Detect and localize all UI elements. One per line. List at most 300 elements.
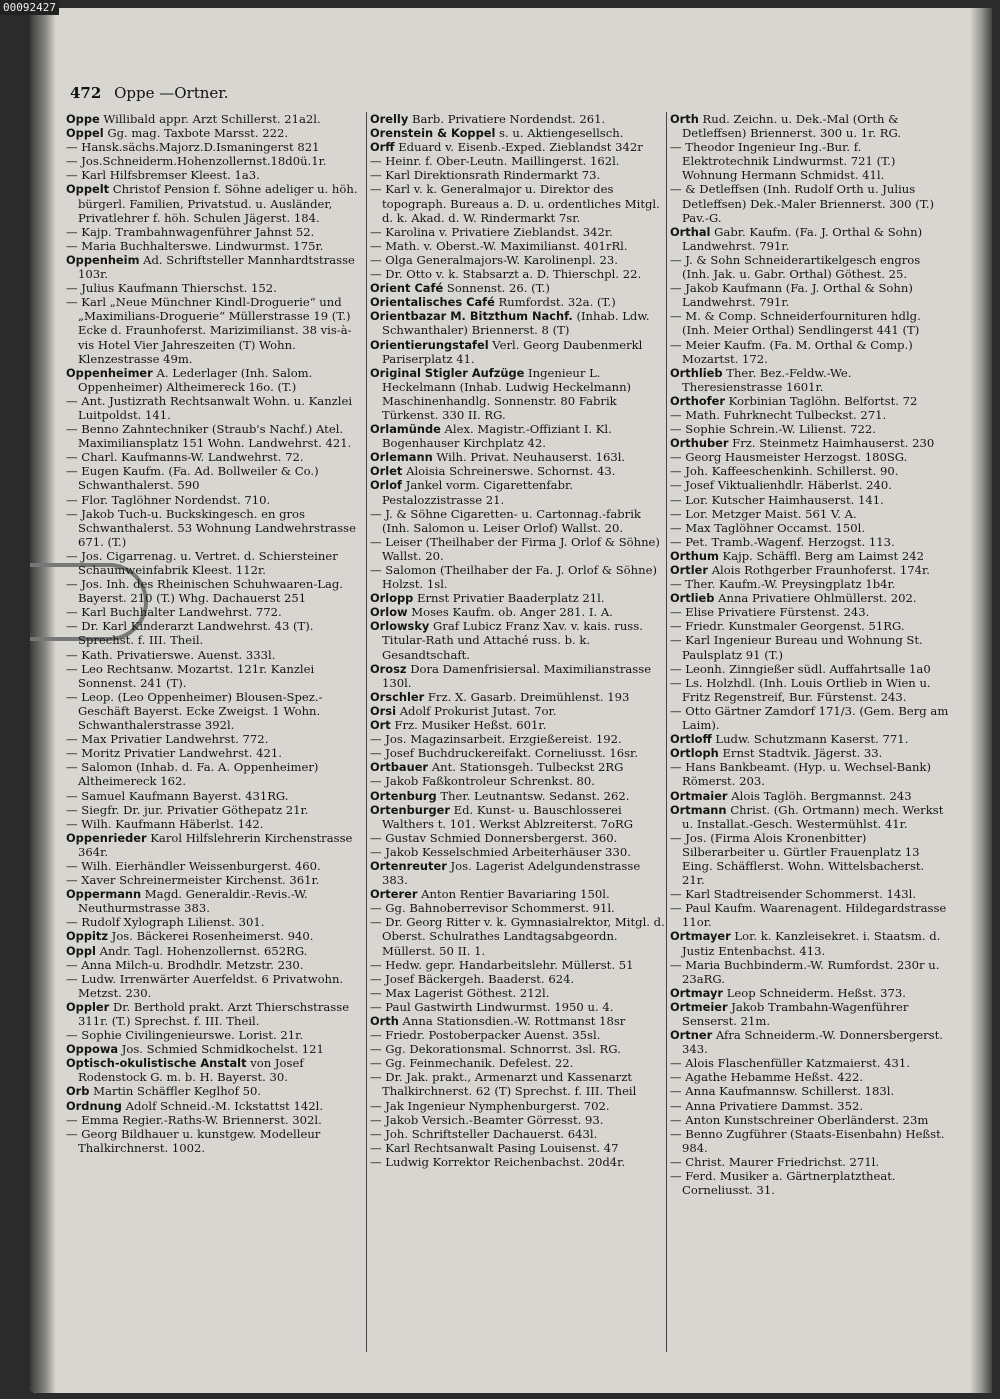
entry-text: Ernst Stadtvik. Jägerst. 33. bbox=[722, 746, 883, 761]
entry-text: Jos. Bäckerei Rosenheimerst. 940. bbox=[111, 929, 314, 944]
directory-entry bbox=[66, 915, 366, 929]
entry-text: — Jos. Inh. des Rheinischen Schuhwaaren-Lag. Bayerst. 210 (T.) Whg. Dachauerst 251 bbox=[66, 577, 343, 606]
directory-entry bbox=[66, 732, 366, 746]
directory-entry bbox=[370, 225, 666, 239]
entry-surname: Ortlieb bbox=[670, 591, 715, 606]
directory-entry bbox=[66, 929, 366, 943]
entry-text: — Ant. Justizrath Rechtsanwalt Wohn. u. Kanzlei Luitpoldst. 141. bbox=[66, 393, 353, 422]
entry-text: Jankel vorm. Cigarettenfabr. Pestalozzistrasse 21. bbox=[382, 478, 573, 507]
entry-surname: Orthal bbox=[670, 224, 711, 239]
directory-entry bbox=[670, 577, 950, 591]
directory-entry bbox=[370, 366, 666, 422]
entry-text: — Jos. Cigarrenag. u. Vertret. d. Schiersteiner Schaumweinfabrik Kleest. 112r. bbox=[66, 548, 338, 577]
entry-text: — Moritz Privatier Landwehrst. 421. bbox=[66, 746, 282, 761]
directory-entry bbox=[370, 1099, 666, 1113]
directory-entry bbox=[370, 1028, 666, 1042]
directory-entry bbox=[66, 662, 366, 690]
directory-entry bbox=[670, 408, 950, 422]
directory-entry bbox=[670, 986, 950, 1000]
entry-text: Rumfordst. 32a. (T.) bbox=[498, 295, 616, 310]
entry-text: — Karl v. k. Generalmajor u. Direktor des topograph. Bureaus a. D. u. ordentliches Mitgl. d. k. Akad. d. W. Rindermarkt 7sr. bbox=[370, 182, 660, 225]
directory-entry bbox=[370, 450, 666, 464]
entry-text: — J. & Söhne Cigaretten- u. Cartonnag.-fabrik (Inh. Salomon u. Leiser Orlof) Wallst. 20. bbox=[370, 506, 641, 535]
entry-surname: Oppowa bbox=[66, 1042, 119, 1057]
directory-entry bbox=[370, 774, 666, 788]
entry-text: Frz. Steinmetz Haimhauserst. 230 bbox=[732, 436, 935, 451]
directory-entry bbox=[66, 281, 366, 295]
entry-surname: Ort bbox=[370, 718, 391, 733]
directory-entry bbox=[670, 521, 950, 535]
directory-entry bbox=[670, 1169, 950, 1197]
directory-entry bbox=[370, 422, 666, 450]
directory-entry bbox=[670, 535, 950, 549]
directory-entry bbox=[66, 464, 366, 492]
entry-text: — Sophie Civilingenieurswe. Lorist. 21r. bbox=[66, 1028, 304, 1043]
entry-text: Christof Pension f. Söhne adeliger u. höh. bürgerl. Familien, Privatstud. u. Ausländer, Privatlehrer f. höh. Schulen Jägerst. 184. bbox=[78, 182, 358, 225]
directory-entry bbox=[370, 154, 666, 168]
entry-text: Frz. Musiker Heßst. 601r. bbox=[394, 718, 547, 733]
entry-text: — Salomon (Inhab. d. Fa. A. Oppenheimer) Altheimereck 162. bbox=[66, 760, 319, 789]
directory-entry bbox=[370, 338, 666, 366]
entry-text: Korbinian Taglöhn. Belfortst. 72 bbox=[728, 393, 918, 408]
entry-text: — Maria Buchhalterswe. Lindwurmst. 175r. bbox=[66, 238, 324, 253]
directory-entry bbox=[370, 789, 666, 803]
entry-text: Kajp. Schäffl. Berg am Laimst 242 bbox=[722, 548, 924, 563]
entry-surname: Orientierungstafel bbox=[370, 337, 489, 352]
entry-text: — Anna Milch-u. Brodhdlr. Metzstr. 230. bbox=[66, 957, 304, 972]
directory-entry bbox=[670, 704, 950, 732]
directory-entry bbox=[370, 182, 666, 224]
directory-entry bbox=[370, 803, 666, 831]
entry-text: Karol Hilfslehrerin Kirchenstrasse 364r. bbox=[78, 830, 353, 859]
entry-surname: Oppenheimer bbox=[66, 365, 153, 380]
entry-text: Adolf Schneid.-M. Ickstattst 142l. bbox=[125, 1098, 324, 1113]
directory-entry bbox=[670, 1070, 950, 1084]
entry-surname: Original Stigler Aufzüge bbox=[370, 365, 525, 380]
entry-surname: Orlet bbox=[370, 464, 403, 479]
entry-text: — Ludwig Korrektor Reichenbachst. 20d4r. bbox=[370, 1154, 626, 1169]
entry-text: — Wilh. Eierhändler Weissenburgerst. 460. bbox=[66, 858, 321, 873]
entry-text: Jos. Schmied Schmidkochelst. 121 bbox=[121, 1042, 324, 1057]
directory-entry bbox=[370, 140, 666, 154]
entry-text: — Siegfr. Dr. jur. Privatier Göthepatz 21r. bbox=[66, 802, 309, 817]
directory-entry bbox=[370, 690, 666, 704]
entry-surname: Ortmayr bbox=[670, 985, 723, 1000]
column-2 bbox=[370, 112, 666, 1169]
directory-entry bbox=[66, 577, 366, 605]
directory-entry bbox=[670, 746, 950, 760]
entry-surname: Orientbazar M. Bitzthum Nachf. bbox=[370, 309, 573, 324]
directory-entry bbox=[370, 1070, 666, 1098]
directory-entry bbox=[370, 591, 666, 605]
directory-entry bbox=[370, 1113, 666, 1127]
entry-text: Jakob Trambahn-Wagenführer Senserst. 21m. bbox=[682, 999, 909, 1028]
directory-entry bbox=[66, 295, 366, 365]
entry-text: — Leop. (Leo Oppenheimer) Blousen-Spez.-Geschäft Bayerst. Ecke Zweigst. 1 Wohn. Schwanthalerstrasse 392l. bbox=[66, 689, 323, 733]
entry-text: Adolf Prokurist Jutast. 7or. bbox=[399, 703, 557, 718]
directory-entry bbox=[66, 1127, 366, 1155]
directory-entry bbox=[370, 845, 666, 859]
entry-text: — Kajp. Trambahnwagenführer Jahnst 52. bbox=[66, 224, 315, 239]
directory-entry bbox=[670, 338, 950, 366]
entry-text: — Karl „Neue Münchner Kindl-Droguerie“ und „Maximilians-Droguerie“ Müllerstrasse 19 (T.) Ecke d. Fraunhoferst. Marizimilianst. 38 vis-à-vis Hotel Vier Jahreszeiten (T) Wohn. Klenzestrasse 49m. bbox=[66, 295, 352, 366]
entry-surname: Oppitz bbox=[66, 929, 108, 944]
entry-text: — Emma Regier.-Raths-W. Briennerst. 302l. bbox=[66, 1112, 322, 1127]
directory-entry bbox=[370, 831, 666, 845]
entry-text: Anna Privatiere Ohlmüllerst. 202. bbox=[718, 591, 917, 606]
entry-surname: Ortenreuter bbox=[370, 858, 447, 873]
entry-text: — Dr. Karl Kinderarzt Landwehrst. 43 (T). Sprechst. f. III. Theil. bbox=[66, 619, 314, 648]
entry-text: — Otto Gärtner Zamdorf 171/3. (Gem. Berg am Laim). bbox=[670, 703, 949, 733]
directory-entry bbox=[66, 760, 366, 788]
directory-entry bbox=[670, 394, 950, 408]
entry-text: — Leiser (Theilhaber der Firma J. Orlof & Söhne) Wallst. 20. bbox=[370, 534, 660, 563]
entry-text: Martin Schäffler Keglhof 50. bbox=[93, 1084, 262, 1099]
entry-text: — Karl Ingenieur Bureau und Wohnung St. Paulsplatz 91 (T.) bbox=[670, 633, 923, 662]
entry-text: Ther. Leutnantsw. Sedanst. 262. bbox=[440, 788, 630, 803]
entry-surname: Oppe bbox=[66, 112, 100, 126]
entry-text: — M. & Comp. Schneiderfournituren hdlg. (Inh. Meier Orthal) Sendlingerst 441 (T) bbox=[670, 309, 921, 338]
directory-entry bbox=[670, 591, 950, 605]
directory-entry bbox=[66, 1028, 366, 1042]
entry-surname: Ortenburger bbox=[370, 802, 450, 817]
directory-entry bbox=[370, 535, 666, 563]
directory-entry bbox=[370, 168, 666, 182]
entry-text: — Jakob Kaufmann (Fa. J. Orthal & Sohn) Landwehrst. 791r. bbox=[670, 281, 913, 310]
entry-surname: Orlemann bbox=[370, 450, 433, 465]
entry-surname: Oppel bbox=[66, 126, 104, 141]
entry-surname: Ortler bbox=[670, 563, 708, 577]
entry-text: — Ther. Kaufm.-W. Preysingplatz 1b4r. bbox=[670, 577, 896, 592]
entry-text: — Leo Rechtsanw. Mozartst. 121r. Kanzlei Sonnenst. 241 (T). bbox=[66, 661, 315, 690]
entry-text: — Ludw. Irrenwärter Auerfeldst. 6 Privatwohn. Metzst. 230. bbox=[66, 971, 344, 1000]
entry-text: — Heinr. f. Ober-Leutn. Maillingerst. 162l. bbox=[370, 154, 620, 169]
entry-text: — Anna Privatiere Dammst. 352. bbox=[670, 1098, 864, 1113]
directory-entry bbox=[370, 986, 666, 1000]
directory-entry bbox=[66, 873, 366, 887]
directory-entry bbox=[670, 958, 950, 986]
entry-text: Aloisia Schreinerswe. Schornst. 43. bbox=[406, 464, 616, 479]
entry-surname: Orlow bbox=[370, 605, 408, 620]
entry-text: — Pet. Tramb.-Wagenf. Herzogst. 113. bbox=[670, 534, 895, 549]
entry-text: Magd. Generaldir.-Revis.-W. Neuthurmstrasse 383. bbox=[78, 887, 308, 916]
entry-surname: Orth bbox=[370, 1014, 399, 1028]
entry-text: — Jakob Versich.-Beamter Görresst. 93. bbox=[370, 1112, 604, 1127]
directory-entry bbox=[370, 760, 666, 774]
entry-text: Ingenieur L. Heckelmann (Inhab. Ludwig Heckelmann) Maschinenhandlg. Sonnenstr. 80 Fabrik Türkenst. 330 II. RG. bbox=[382, 365, 632, 422]
entry-text: Sonnenst. 26. (T.) bbox=[446, 281, 550, 296]
directory-entry bbox=[670, 478, 950, 492]
entry-text: Moses Kaufm. ob. Anger 281. I. A. bbox=[411, 605, 613, 620]
entry-text: — Karl Rechtsanwalt Pasing Louisenst. 47 bbox=[370, 1140, 619, 1155]
entry-text: — Julius Kaufmann Thierschst. 152. bbox=[66, 281, 277, 296]
directory-entry bbox=[670, 633, 950, 661]
entry-text: — Gg. Bahnoberrevisor Schommerst. 91l. bbox=[370, 901, 615, 916]
entry-surname: Ortmayer bbox=[670, 929, 731, 944]
entry-text: — Jakob Tuch-u. Buckskingesch. en gros Schwanthalerst. 53 Wohnung Landwehrstrasse 671. (T.) bbox=[66, 506, 356, 549]
directory-entry bbox=[670, 182, 950, 224]
directory-entry bbox=[66, 648, 366, 662]
directory-entry bbox=[370, 281, 666, 295]
directory-entry bbox=[66, 493, 366, 507]
directory-entry bbox=[670, 450, 950, 464]
entry-surname: Orientalisches Café bbox=[370, 295, 495, 310]
directory-entry bbox=[670, 112, 950, 140]
entry-text: — Jos. Magazinsarbeit. Erzgießereist. 192. bbox=[370, 732, 622, 747]
directory-entry bbox=[370, 507, 666, 535]
entry-text: — Elise Privatiere Fürstenst. 243. bbox=[670, 605, 870, 620]
entry-text: — Karolina v. Privatiere Zieblandst. 342r. bbox=[370, 224, 613, 239]
entry-surname: Oppelt bbox=[66, 182, 110, 197]
directory-entry bbox=[66, 831, 366, 859]
directory-entry bbox=[670, 1127, 950, 1155]
entry-surname: Optisch-okulistische Anstalt bbox=[66, 1056, 247, 1071]
directory-entry bbox=[66, 605, 366, 619]
entry-text: — Alois Flaschenfüller Katzmaierst. 431. bbox=[670, 1056, 910, 1071]
directory-entry bbox=[66, 1099, 366, 1113]
entry-text: Ad. Schriftsteller Mannhardtstrasse 103r. bbox=[78, 252, 355, 282]
directory-entry bbox=[670, 1084, 950, 1098]
entry-text: — Karl Direktionsrath Rindermarkt 73. bbox=[370, 168, 601, 183]
directory-entry bbox=[670, 662, 950, 676]
entry-surname: Ortloph bbox=[670, 746, 719, 761]
entry-text: — Friedr. Postoberpacker Auenst. 35sl. bbox=[370, 1028, 601, 1043]
directory-entry bbox=[370, 295, 666, 309]
directory-entry bbox=[66, 1084, 366, 1098]
entry-surname: Oppler bbox=[66, 999, 110, 1014]
entry-surname: Orthum bbox=[670, 548, 719, 563]
entry-text: Alex. Magistr.-Offiziant I. Kl. Bogenhauser Kirchplatz 42. bbox=[382, 422, 612, 451]
directory-entry bbox=[370, 1000, 666, 1014]
corner-label: 00092427 bbox=[0, 0, 59, 15]
entry-text: — Flor. Taglöhner Nordendst. 710. bbox=[66, 492, 271, 507]
entry-text: — Samuel Kaufmann Bayerst. 431RG. bbox=[66, 788, 289, 803]
directory-entry bbox=[66, 972, 366, 1000]
directory-entry bbox=[66, 803, 366, 817]
directory-entry bbox=[66, 549, 366, 577]
entry-surname: Ortmann bbox=[670, 802, 727, 817]
directory-entry bbox=[66, 690, 366, 732]
entry-text: — Lor. Metzger Maist. 561 V. A. bbox=[670, 506, 857, 521]
directory-entry bbox=[370, 478, 666, 506]
entry-surname: Orthofer bbox=[670, 393, 725, 408]
entry-text: — Sophie Schrein.-W. Lilienst. 722. bbox=[670, 422, 876, 437]
entry-text: — Paul Gastwirth Lindwurmst. 1950 u. 4. bbox=[370, 999, 614, 1014]
entry-text: — Benno Zahntechniker (Straub's Nachf.) Atel. Maximiliansplatz 151 Wohn. Landwehrst. 421. bbox=[66, 422, 352, 451]
entry-text: — Math. Fuhrknecht Tulbeckst. 271. bbox=[670, 407, 887, 422]
directory-entry bbox=[670, 1155, 950, 1169]
entry-text: — Karl Buchhalter Landwehrst. 772. bbox=[66, 605, 282, 620]
directory-entry bbox=[370, 309, 666, 337]
directory-entry bbox=[66, 619, 366, 647]
directory-entry bbox=[670, 493, 950, 507]
entry-text: — Anna Kaufmannsw. Schillerst. 183l. bbox=[670, 1084, 895, 1099]
entry-text: — Kath. Privatierswe. Auenst. 333l. bbox=[66, 647, 276, 662]
directory-entry bbox=[670, 1028, 950, 1056]
entry-text: Alois Rothgerber Fraunhoferst. 174r. bbox=[711, 563, 930, 577]
entry-text: Ant. Stationsgeh. Tulbeckst 2RG bbox=[431, 760, 624, 775]
directory-entry bbox=[370, 887, 666, 901]
entry-text: — Karl Stadtreisender Schommerst. 143l. bbox=[670, 887, 917, 902]
entry-text: — Hedw. gepr. Handarbeitslehr. Müllerst. 51 bbox=[370, 957, 634, 972]
book-spine-shadow bbox=[30, 8, 56, 1393]
entry-text: — Leonh. Zinngießer südl. Auffahrtsalle 1a0 bbox=[670, 661, 931, 676]
entry-text: s. u. Aktiengesellsch. bbox=[499, 126, 624, 141]
entry-surname: Oppermann bbox=[66, 887, 142, 902]
running-head: Oppe —Ortner. bbox=[114, 84, 229, 102]
directory-entry bbox=[66, 112, 366, 126]
directory-entry bbox=[66, 182, 366, 224]
directory-entry bbox=[670, 366, 950, 394]
entry-surname: Orth bbox=[670, 112, 699, 126]
page-edge-shadow bbox=[970, 8, 992, 1393]
entry-text: — Dr. Jak. prakt., Armenarzt und Kassenarzt Thalkirchnerst. 62 (T) Sprechst. f. III. Theil bbox=[370, 1070, 637, 1099]
directory-entry bbox=[670, 253, 950, 281]
entry-surname: Ortner bbox=[670, 1028, 713, 1043]
directory-entry bbox=[670, 281, 950, 309]
entry-text: Leop Schneiderm. Heßst. 373. bbox=[726, 985, 906, 1000]
directory-entry bbox=[670, 309, 950, 337]
directory-entry bbox=[66, 422, 366, 450]
directory-entry bbox=[370, 746, 666, 760]
entry-surname: Orsi bbox=[370, 703, 396, 718]
entry-text: — Jos. (Firma Alois Kronenbitter) Silberarbeiter u. Gürtler Frauenplatz 13 Eing. Schäfflerst. Wohn. Wittelsbacherst. 21r. bbox=[670, 830, 925, 888]
entry-text: — Joh. Kaffeeschenkinh. Schillerst. 90. bbox=[670, 464, 899, 479]
entry-text: Alois Taglöh. Bergmannst. 243 bbox=[731, 788, 912, 803]
directory-entry bbox=[66, 746, 366, 760]
entry-text: — Ferd. Musiker a. Gärtnerplatztheat. Corneliusst. 31. bbox=[670, 1169, 896, 1198]
directory-entry bbox=[670, 140, 950, 182]
directory-entry bbox=[670, 1000, 950, 1028]
entry-text: — Jakob Kesselschmied Arbeiterhäuser 330. bbox=[370, 844, 631, 859]
entry-text: Christ. (Gh. Ortmann) mech. Werkst u. Installat.-Gesch. Westermühlst. 41r. bbox=[682, 802, 944, 831]
entry-text: Barb. Privatiere Nordendst. 261. bbox=[411, 112, 606, 126]
directory-entry bbox=[670, 732, 950, 746]
entry-text: — Josef Bäckergeh. Baaderst. 624. bbox=[370, 971, 575, 986]
entry-text: — Theodor Ingenieur Ing.-Bur. f. Elektrotechnik Lindwurmst. 721 (T.) Wohnung Hermann Schmidst. 41l. bbox=[670, 140, 896, 183]
entry-surname: Orff bbox=[370, 140, 395, 155]
entry-text: Anton Rentier Bavariaring 150l. bbox=[421, 887, 610, 902]
entry-surname: Orb bbox=[66, 1084, 90, 1099]
directory-entry bbox=[370, 662, 666, 690]
entry-text: Ed. Kunst- u. Bauschlosserei Walthers t. 101. Werkst Ablzreiterst. 7oRG bbox=[382, 802, 634, 831]
directory-entry bbox=[370, 1042, 666, 1056]
entry-surname: Ordnung bbox=[66, 1098, 122, 1113]
directory-entry bbox=[370, 718, 666, 732]
entry-text: — & Detleffsen (Inh. Rudolf Orth u. Julius Detleffsen) Dek.-Maler Briennerst. 300 (T.) Pav.-G. bbox=[670, 182, 934, 225]
directory-entry bbox=[670, 929, 950, 957]
entry-text: — Gustav Schmied Donnersbergerst. 360. bbox=[370, 830, 618, 845]
directory-entry bbox=[66, 394, 366, 422]
entry-text: — Jak Ingenieur Nymphenburgerst. 702. bbox=[370, 1098, 610, 1113]
entry-text: — Salomon (Theilhaber der Fa. J. Orlof & Söhne) Holzst. 1sl. bbox=[370, 563, 657, 592]
directory-entry bbox=[670, 1056, 950, 1070]
directory-entry bbox=[370, 619, 666, 661]
entry-text: — Friedr. Kunstmaler Georgenst. 51RG. bbox=[670, 619, 905, 634]
entry-surname: Ortenburg bbox=[370, 788, 437, 803]
column-rule bbox=[666, 112, 667, 1352]
directory-entry bbox=[670, 464, 950, 478]
entry-text: — Hansk.sächs.Majorz.D.Ismaningerst 821 bbox=[66, 140, 320, 155]
entry-text: — Max Privatier Landwehrst. 772. bbox=[66, 732, 269, 747]
directory-entry bbox=[66, 789, 366, 803]
directory-entry bbox=[370, 1141, 666, 1155]
entry-surname: Orthlieb bbox=[670, 365, 723, 380]
entry-surname: Orosz bbox=[370, 661, 407, 676]
entry-text: — Josef Viktualienhdlr. Häberlst. 240. bbox=[670, 478, 892, 493]
entry-surname: Oppenheim bbox=[66, 252, 140, 267]
directory-entry bbox=[370, 901, 666, 915]
directory-entry bbox=[670, 422, 950, 436]
entry-text: Graf Lubicz Franz Xav. v. kais. russ. Titular-Rath und Attaché russ. b. k. Gesandtschaft. bbox=[382, 619, 643, 662]
entry-text: — J. & Sohn Schneiderartikelgesch engros (Inh. Jak. u. Gabr. Orthal) Göthest. 25. bbox=[670, 252, 921, 282]
directory-entry bbox=[370, 605, 666, 619]
directory-entry bbox=[66, 958, 366, 972]
directory-entry bbox=[670, 789, 950, 803]
entry-text: — Charl. Kaufmanns-W. Landwehrst. 72. bbox=[66, 450, 304, 465]
directory-entry bbox=[670, 225, 950, 253]
directory-entry bbox=[66, 450, 366, 464]
column-rule bbox=[366, 112, 367, 1352]
directory-entry bbox=[66, 507, 366, 549]
directory-entry bbox=[670, 436, 950, 450]
directory-entry bbox=[370, 112, 666, 126]
entry-text: — Georg Hausmeister Herzogst. 180SG. bbox=[670, 450, 908, 465]
entry-text: — Dr. Otto v. k. Stabsarzt a. D. Thierschpl. 22. bbox=[370, 267, 642, 282]
directory-page bbox=[30, 8, 992, 1393]
directory-entry bbox=[66, 225, 366, 239]
entry-text: — Paul Kaufm. Waarenagent. Hildegardstrasse 11or. bbox=[670, 901, 947, 930]
directory-entry bbox=[670, 831, 950, 887]
entry-text: — Maria Buchbinderm.-W. Rumfordst. 230r u. 23aRG. bbox=[670, 957, 940, 986]
entry-text: (Inhab. Ldw. Schwanthaler) Briennerst. 8 (T) bbox=[382, 309, 650, 338]
entry-text: Verl. Georg Daubenmerkl Pariserplatz 41. bbox=[382, 337, 643, 366]
entry-text: — Josef Buchdruckereifakt. Corneliusst. 16sr. bbox=[370, 746, 639, 761]
directory-entry bbox=[370, 732, 666, 746]
entry-text: Dr. Berthold prakt. Arzt Thierschstrasse 311r. (T.) Sprechst. f. III. Theil. bbox=[78, 999, 350, 1028]
entry-text: — Jakob Faßkontroleur Schrenkst. 80. bbox=[370, 774, 595, 789]
directory-entry bbox=[370, 253, 666, 267]
entry-surname: Oppenrieder bbox=[66, 830, 147, 845]
directory-entry bbox=[66, 817, 366, 831]
page-number: 472 bbox=[70, 84, 102, 102]
entry-text: — Math. v. Oberst.-W. Maximilianst. 401rRl. bbox=[370, 238, 628, 253]
entry-text: Dora Damenfrisiersal. Maximilianstrasse 130l. bbox=[382, 661, 652, 690]
entry-text: — Lor. Kutscher Haimhauserst. 141. bbox=[670, 492, 884, 507]
directory-entry bbox=[670, 887, 950, 901]
entry-text: — Joh. Schriftsteller Dachauerst. 643l. bbox=[370, 1126, 598, 1141]
entry-surname: Ortmeier bbox=[670, 999, 728, 1014]
directory-entry bbox=[670, 1099, 950, 1113]
entry-surname: Orschler bbox=[370, 689, 425, 704]
entry-text: Gg. mag. Taxbote Marsst. 222. bbox=[107, 126, 289, 141]
entry-text: — Max Lagerist Göthest. 212l. bbox=[370, 985, 550, 1000]
entry-text: Ther. Bez.-Feldw.-We. Theresienstrasse 1601r. bbox=[682, 365, 852, 394]
entry-text: Afra Schneiderm.-W. Donnersbergerst. 343. bbox=[682, 1028, 943, 1057]
entry-text: Frz. X. Gasarb. Dreimühlenst. 193 bbox=[427, 689, 630, 704]
directory-entry bbox=[66, 859, 366, 873]
directory-entry bbox=[370, 267, 666, 281]
entry-text: Jos. Lagerist Adelgundenstrasse 383. bbox=[382, 858, 641, 888]
entry-text: Gabr. Kaufm. (Fa. J. Orthal & Sohn) Landwehrst. 791r. bbox=[682, 224, 923, 253]
entry-surname: Orthuber bbox=[670, 436, 729, 451]
directory-entry bbox=[370, 239, 666, 253]
directory-entry bbox=[370, 126, 666, 140]
entry-text: — Meier Kaufm. (Fa. M. Orthal & Comp.) Mozartst. 172. bbox=[670, 337, 913, 366]
directory-entry bbox=[370, 704, 666, 718]
directory-entry bbox=[670, 605, 950, 619]
entry-text: von Josef Rodenstock G. m. b. H. Bayerst. 30. bbox=[78, 1056, 304, 1085]
